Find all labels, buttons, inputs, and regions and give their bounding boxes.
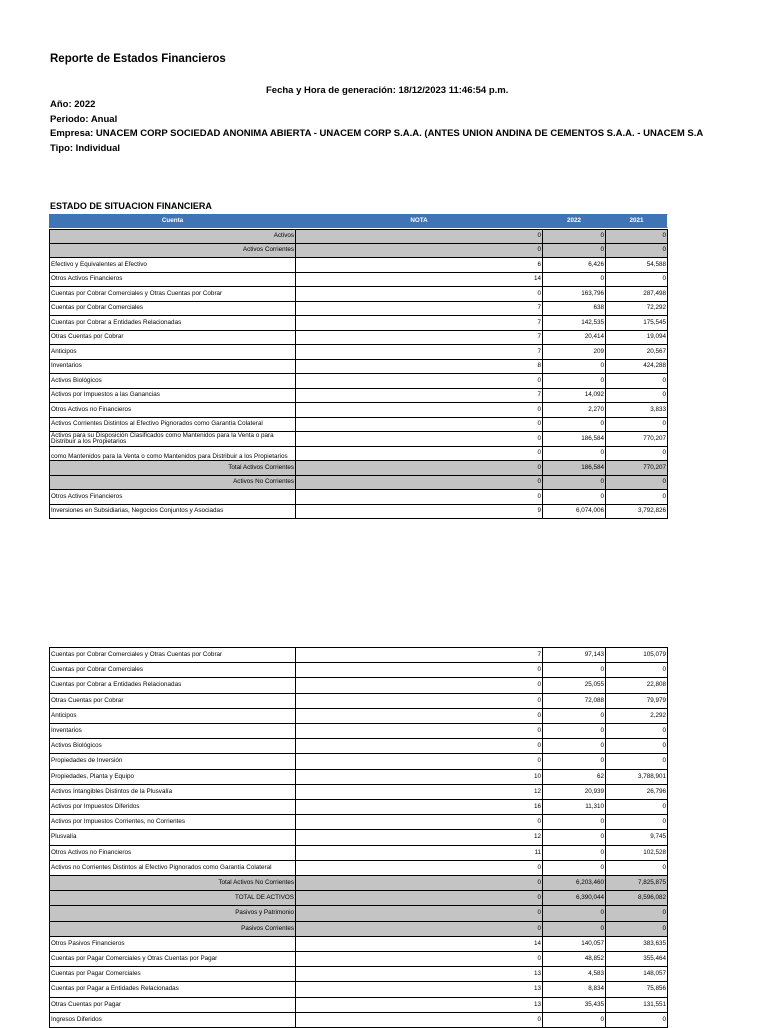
- value-2021: 0: [605, 417, 668, 433]
- table-row: [49, 286, 670, 302]
- table-row: [49, 272, 670, 288]
- value-2022: 0: [542, 475, 606, 491]
- account-name: TOTAL DE ACTIVOS: [49, 890, 296, 906]
- note-number: 7: [295, 647, 543, 663]
- table-row: [49, 301, 670, 317]
- report-type: Tipo: Individual: [50, 143, 121, 154]
- generation-datetime: Fecha y Hora de generación: 18/12/2023 11:46:54 p.m.: [266, 85, 509, 96]
- value-2021: 131,551: [605, 997, 668, 1013]
- value-2021: 72,292: [605, 301, 668, 317]
- value-2022: 0: [542, 708, 606, 724]
- account-name: Cuentas por Pagar a Entidades Relacionadas: [49, 981, 296, 997]
- value-2022: 20,939: [542, 784, 606, 800]
- note-number: 0: [295, 417, 543, 433]
- note-number: 0: [295, 460, 543, 476]
- table-row: [49, 814, 670, 830]
- table-row: [49, 373, 670, 389]
- note-number: 12: [295, 784, 543, 800]
- note-number: 0: [295, 708, 543, 724]
- table-row: [49, 784, 670, 800]
- account-name: Total Activos Corrientes: [49, 460, 296, 476]
- note-number: 12: [295, 829, 543, 845]
- account-name: Activos no Corrientes Distintos al Efectivo Pignorados como Garantía Colateral: [49, 860, 296, 876]
- note-number: 10: [295, 769, 543, 785]
- note-number: 0: [295, 373, 543, 389]
- value-2022: 0: [542, 417, 606, 433]
- table-row: [49, 359, 670, 375]
- value-2021: 3,833: [605, 402, 668, 418]
- note-number: 9: [295, 504, 543, 520]
- report-title: Reporte de Estados Financieros: [50, 53, 226, 65]
- table-row: [49, 921, 670, 937]
- note-number: 0: [295, 723, 543, 739]
- table-row: [49, 799, 670, 815]
- value-2022: 0: [542, 1012, 606, 1028]
- table-row: [49, 431, 670, 447]
- account-name: Cuentas por Cobrar a Entidades Relacionadas: [49, 315, 296, 331]
- value-2022: 6,203,460: [542, 875, 606, 891]
- note-number: 0: [295, 860, 543, 876]
- table-row: [49, 402, 670, 418]
- account-name: Otros Activos Financieros: [49, 272, 296, 288]
- note-number: 0: [295, 677, 543, 693]
- account-name: Anticipos: [49, 708, 296, 724]
- account-name: Activos por Impuestos a las Ganancias: [49, 388, 296, 404]
- table-row: [49, 229, 670, 244]
- value-2022: 0: [542, 829, 606, 845]
- account-name: como Mantenidos para la Venta o como Mantenidos para Distribuir a los Propietarios: [49, 446, 296, 462]
- value-2021: 0: [605, 738, 668, 754]
- value-2021: 9,745: [605, 829, 668, 845]
- value-2022: 0: [542, 489, 606, 505]
- value-2021: 287,498: [605, 286, 668, 302]
- header-2021: 2021: [605, 214, 668, 228]
- value-2022: 0: [542, 359, 606, 375]
- table-row: [49, 845, 670, 861]
- account-name: Activos Biológicos: [49, 738, 296, 754]
- value-2021: 148,057: [605, 966, 668, 982]
- table-row: [49, 769, 670, 785]
- value-2021: 102,528: [605, 845, 668, 861]
- note-number: 0: [295, 693, 543, 709]
- value-2021: 26,796: [605, 784, 668, 800]
- note-number: 0: [295, 229, 543, 244]
- table-row: [49, 647, 670, 663]
- account-name: Inventarios: [49, 723, 296, 739]
- table-row: [49, 330, 670, 346]
- value-2021: 0: [605, 723, 668, 739]
- value-2022: 0: [542, 845, 606, 861]
- note-number: 13: [295, 966, 543, 982]
- value-2021: 770,207: [605, 431, 668, 447]
- table-row: [49, 243, 670, 258]
- note-number: 0: [295, 738, 543, 754]
- note-number: 0: [295, 951, 543, 967]
- value-2021: 0: [605, 814, 668, 830]
- value-2021: 355,464: [605, 951, 668, 967]
- value-2021: 20,567: [605, 344, 668, 360]
- table-row: [49, 504, 670, 520]
- value-2021: 0: [605, 1012, 668, 1028]
- account-name: Cuentas por Pagar Comerciales y Otras Cuentas por Pagar: [49, 951, 296, 967]
- table-row: [49, 693, 670, 709]
- value-2022: 0: [542, 738, 606, 754]
- value-2022: 0: [542, 373, 606, 389]
- account-name: Activos No Corrientes: [49, 475, 296, 491]
- value-2022: 0: [542, 921, 606, 937]
- value-2021: 75,856: [605, 981, 668, 997]
- report-company: Empresa: UNACEM CORP SOCIEDAD ANONIMA ABIERTA - UNACEM CORP S.A.A. (ANTES UNION ANDINA DE CEMENTOS S.A.A. - UNACEM S.A: [50, 128, 704, 139]
- value-2022: 2,270: [542, 402, 606, 418]
- note-number: 14: [295, 936, 543, 952]
- table-row: [49, 738, 670, 754]
- table-row: [49, 446, 670, 462]
- table-row: [49, 905, 670, 921]
- account-name: Activos Intangibles Distintos de la Plusvalía: [49, 784, 296, 800]
- note-number: 0: [295, 890, 543, 906]
- value-2021: 0: [605, 662, 668, 678]
- value-2022: 209: [542, 344, 606, 360]
- table-row: [49, 951, 670, 967]
- account-name: Propiedades de Inversión: [49, 753, 296, 769]
- account-name: Otros Activos Financieros: [49, 489, 296, 505]
- account-name: Activos Biológicos: [49, 373, 296, 389]
- table-row: [49, 344, 670, 360]
- note-number: 11: [295, 845, 543, 861]
- value-2022: 14,092: [542, 388, 606, 404]
- value-2022: 0: [542, 723, 606, 739]
- table-row: [49, 417, 670, 433]
- value-2021: 0: [605, 860, 668, 876]
- value-2022: 186,584: [542, 431, 606, 447]
- note-number: 7: [295, 315, 543, 331]
- value-2022: 186,584: [542, 460, 606, 476]
- note-number: 0: [295, 662, 543, 678]
- value-2022: 163,796: [542, 286, 606, 302]
- note-number: 0: [295, 475, 543, 491]
- account-name: Cuentas por Cobrar Comerciales y Otras Cuentas por Cobrar: [49, 647, 296, 663]
- account-name: Otros Pasivos Financieros: [49, 936, 296, 952]
- table-row: [49, 997, 670, 1013]
- value-2021: 22,808: [605, 677, 668, 693]
- account-name: Pasivos y Patrimonio: [49, 905, 296, 921]
- value-2022: 11,310: [542, 799, 606, 815]
- value-2022: 6,390,044: [542, 890, 606, 906]
- value-2021: 0: [605, 388, 668, 404]
- value-2022: 6,426: [542, 257, 606, 273]
- table-row: [49, 257, 670, 273]
- table-row: [49, 460, 670, 476]
- account-name: Cuentas por Cobrar Comerciales: [49, 301, 296, 317]
- account-name: Cuentas por Cobrar Comerciales: [49, 662, 296, 678]
- value-2021: 7,825,875: [605, 875, 668, 891]
- value-2022: 0: [542, 662, 606, 678]
- value-2021: 79,979: [605, 693, 668, 709]
- account-name: Activos Corrientes Distintos al Efectivo Pignorados como Garantía Colateral: [49, 417, 296, 433]
- note-number: 0: [295, 921, 543, 937]
- account-name: Otras Cuentas por Pagar: [49, 997, 296, 1013]
- table-row: [49, 860, 670, 876]
- note-number: 7: [295, 330, 543, 346]
- account-name: Cuentas por Pagar Comerciales: [49, 966, 296, 982]
- note-number: 7: [295, 301, 543, 317]
- value-2022: 0: [542, 905, 606, 921]
- table-row: [49, 753, 670, 769]
- header-2022: 2022: [542, 214, 606, 228]
- table-row: [49, 708, 670, 724]
- value-2021: 105,079: [605, 647, 668, 663]
- value-2022: 0: [542, 860, 606, 876]
- value-2021: 3,792,826: [605, 504, 668, 520]
- value-2022: 0: [542, 753, 606, 769]
- account-name: Ingresos Diferidos: [49, 1012, 296, 1028]
- value-2021: 0: [605, 753, 668, 769]
- note-number: 13: [295, 981, 543, 997]
- account-name: Activos: [49, 229, 296, 244]
- value-2021: 175,545: [605, 315, 668, 331]
- account-name: Inversiones en Subsidiarias, Negocios Conjuntos y Asociadas: [49, 504, 296, 520]
- note-number: 0: [295, 402, 543, 418]
- value-2021: 0: [605, 373, 668, 389]
- account-name: Activos por Impuestos Diferidos: [49, 799, 296, 815]
- value-2021: 424,288: [605, 359, 668, 375]
- value-2022: 62: [542, 769, 606, 785]
- value-2022: 638: [542, 301, 606, 317]
- value-2022: 20,414: [542, 330, 606, 346]
- note-number: 0: [295, 875, 543, 891]
- value-2022: 4,583: [542, 966, 606, 982]
- account-name: Propiedades, Planta y Equipo: [49, 769, 296, 785]
- value-2022: 142,535: [542, 315, 606, 331]
- value-2021: 0: [605, 229, 668, 244]
- note-number: 0: [295, 753, 543, 769]
- value-2022: 25,055: [542, 677, 606, 693]
- value-2022: 0: [542, 243, 606, 258]
- note-number: 0: [295, 243, 543, 258]
- value-2021: 770,207: [605, 460, 668, 476]
- account-name: Cuentas por Cobrar a Entidades Relacionadas: [49, 677, 296, 693]
- value-2022: 35,435: [542, 997, 606, 1013]
- value-2021: 54,588: [605, 257, 668, 273]
- table-row: [49, 662, 670, 678]
- note-number: 7: [295, 388, 543, 404]
- table-row: [49, 966, 670, 982]
- account-name: Activos Corrientes: [49, 243, 296, 258]
- account-name: Otras Cuentas por Cobrar: [49, 693, 296, 709]
- table-row: [49, 489, 670, 505]
- table-row: [49, 475, 670, 491]
- table-row: [49, 1012, 670, 1028]
- value-2021: 0: [605, 799, 668, 815]
- header-cuenta: Cuenta: [49, 214, 296, 228]
- note-number: 0: [295, 286, 543, 302]
- note-number: 8: [295, 359, 543, 375]
- section-title: ESTADO DE SITUACION FINANCIERA: [50, 201, 212, 211]
- note-number: 0: [295, 489, 543, 505]
- value-2021: 2,292: [605, 708, 668, 724]
- value-2021: 8,596,082: [605, 890, 668, 906]
- value-2022: 72,088: [542, 693, 606, 709]
- value-2022: 97,143: [542, 647, 606, 663]
- value-2022: 6,074,006: [542, 504, 606, 520]
- table-row: [49, 981, 670, 997]
- note-number: 14: [295, 272, 543, 288]
- table-header-row: [49, 214, 670, 228]
- value-2021: 3,788,901: [605, 769, 668, 785]
- value-2021: 0: [605, 446, 668, 462]
- report-year: Año: 2022: [50, 99, 96, 110]
- account-name: Otros Activos no Financieros: [49, 402, 296, 418]
- note-number: 13: [295, 997, 543, 1013]
- value-2021: 0: [605, 921, 668, 937]
- account-name: Inventarios: [49, 359, 296, 375]
- account-name: Pasivos Corrientes: [49, 921, 296, 937]
- header-nota: NOTA: [295, 214, 543, 228]
- value-2021: 0: [605, 905, 668, 921]
- note-number: 0: [295, 905, 543, 921]
- value-2022: 0: [542, 229, 606, 244]
- value-2022: 48,852: [542, 951, 606, 967]
- table-row: [49, 829, 670, 845]
- value-2021: 0: [605, 489, 668, 505]
- account-name: Activos para su Disposición Clasificados como Mantenidos para la Venta o para Distribuir a los Propietarios: [49, 431, 296, 447]
- note-number: 0: [295, 446, 543, 462]
- value-2022: 0: [542, 272, 606, 288]
- value-2021: 19,094: [605, 330, 668, 346]
- value-2022: 8,834: [542, 981, 606, 997]
- value-2021: 0: [605, 475, 668, 491]
- account-name: Activos por Impuestos Corrientes, no Corrientes: [49, 814, 296, 830]
- table-row: [49, 890, 670, 906]
- account-name: Otras Cuentas por Cobrar: [49, 330, 296, 346]
- account-name: Otros Activos no Financieros: [49, 845, 296, 861]
- account-name: Anticipos: [49, 344, 296, 360]
- value-2022: 0: [542, 446, 606, 462]
- value-2021: 0: [605, 272, 668, 288]
- note-number: 7: [295, 344, 543, 360]
- note-number: 0: [295, 431, 543, 447]
- note-number: 0: [295, 814, 543, 830]
- table-row: [49, 875, 670, 891]
- report-period: Periodo: Anual: [50, 114, 118, 125]
- account-name: Cuentas por Cobrar Comerciales y Otras Cuentas por Cobrar: [49, 286, 296, 302]
- value-2021: 0: [605, 243, 668, 258]
- note-number: 0: [295, 1012, 543, 1028]
- account-name: Plusvalía: [49, 829, 296, 845]
- table-row: [49, 936, 670, 952]
- value-2021: 383,635: [605, 936, 668, 952]
- value-2022: 140,057: [542, 936, 606, 952]
- table-row: [49, 388, 670, 404]
- account-name: Total Activos No Corrientes: [49, 875, 296, 891]
- account-name: Efectivo y Equivalentes al Efectivo: [49, 257, 296, 273]
- note-number: 6: [295, 257, 543, 273]
- note-number: 16: [295, 799, 543, 815]
- table-row: [49, 723, 670, 739]
- table-row: [49, 677, 670, 693]
- table-row: [49, 315, 670, 331]
- value-2022: 0: [542, 814, 606, 830]
